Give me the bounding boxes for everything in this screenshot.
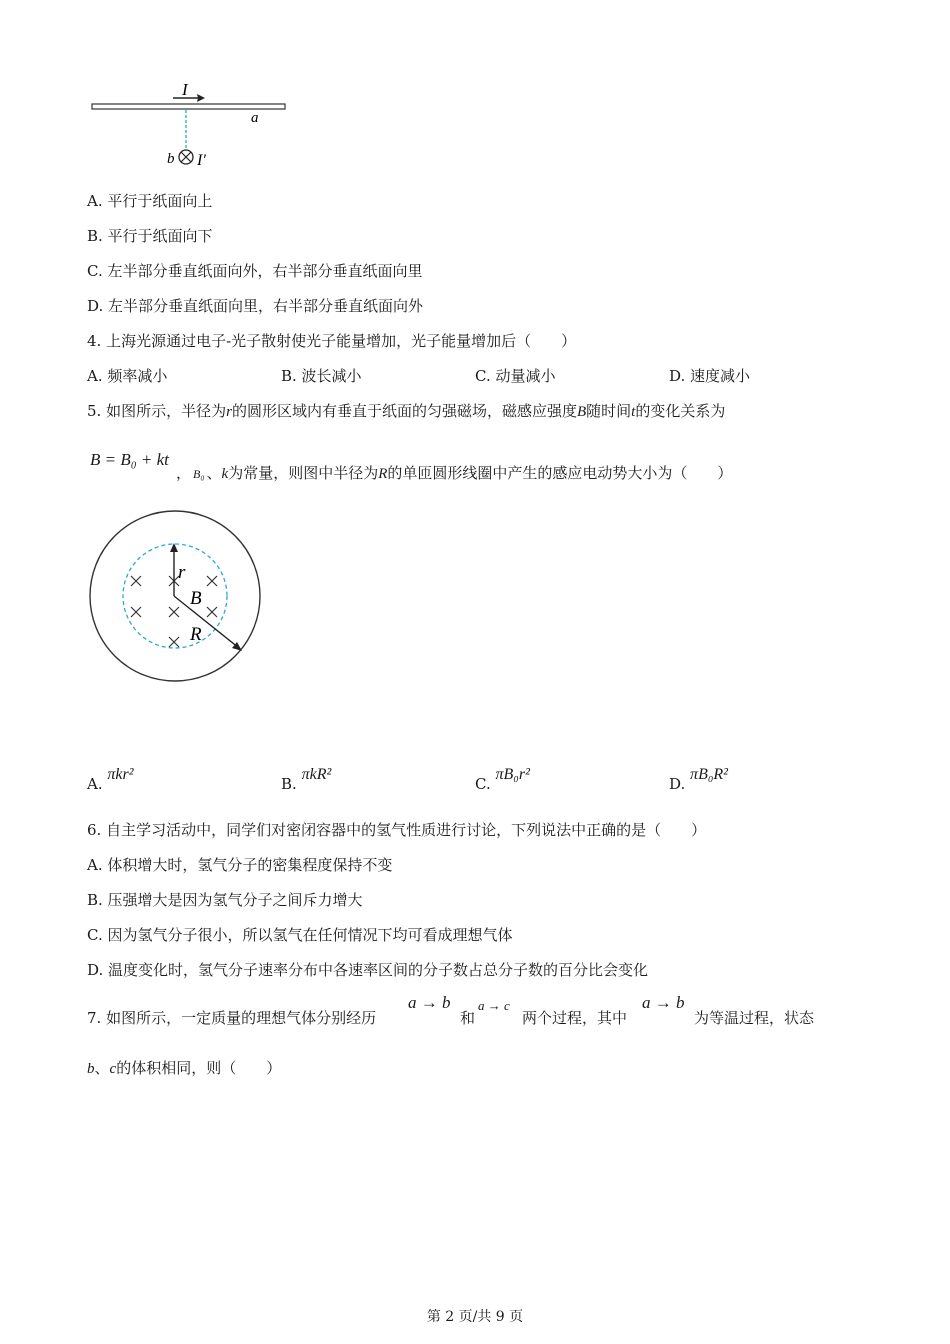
q4-option-a: A. 频率减小 — [87, 367, 168, 385]
figure-wire-current — [85, 78, 305, 173]
q5-stem-1b: 的圆形区域内有垂直于纸面的匀强磁场，磁感应强度 — [231, 402, 577, 420]
q7-proc-ab: a → b — [408, 993, 451, 1012]
cross-4 — [131, 607, 141, 617]
q5-stem-2b: 、 — [206, 464, 222, 482]
q7-stem-2b: 的体积相同，则（ ） — [116, 1059, 282, 1077]
q5-var-R: R — [378, 466, 388, 482]
q7-stem-2a: 、 — [94, 1059, 110, 1077]
q5-stem-2c: 为常量，则图中半径为 — [228, 464, 379, 482]
q5-stem-line1 — [87, 401, 725, 422]
q5-stem-2a: ， — [176, 464, 192, 482]
q3-option-a: A. 平行于纸面向上 — [87, 192, 213, 210]
q3-option-d: D. 左半部分垂直纸面向里，右半部分垂直纸面向外 — [87, 297, 424, 315]
label-R: R — [190, 624, 202, 645]
q5-option-c — [475, 764, 530, 793]
current-label: I — [182, 80, 188, 99]
q7-stem-1d: 为等温过程，状态 — [694, 1009, 815, 1027]
label-B: B — [190, 588, 202, 609]
q5-B0: B₀ — [193, 467, 205, 481]
q6-option-d: D. 温度变化时，氢气分子速率分布中各速率区间的分子数占总分子数的百分比会变化 — [87, 961, 649, 979]
q5-stem-line2 — [176, 463, 732, 484]
q5-option-a-letter: A. — [87, 775, 103, 793]
q5-stem-1d: 的变化关系为 — [635, 402, 726, 420]
q5-option-d — [669, 764, 728, 793]
q5-stem-1a: 5. 如图所示，半径为 — [87, 402, 227, 420]
q6-option-b: B. 压强增大是因为氢气分子之间斥力增大 — [87, 891, 363, 909]
radius-R-line — [174, 596, 239, 648]
q5-option-d-letter: D. — [669, 775, 686, 793]
point-b-label: b — [167, 151, 175, 167]
q5-var-k: k — [221, 466, 229, 482]
q5-option-b-letter: B. — [281, 775, 297, 793]
q6-option-a: A. 体积增大时，氢气分子的密集程度保持不变 — [87, 856, 393, 874]
cross-6 — [207, 607, 217, 617]
q4-option-d: D. 速度减小 — [669, 367, 751, 385]
q5-option-a — [87, 764, 134, 793]
q5-option-d-expr: πB₀R² — [690, 766, 728, 783]
q5-var-t: t — [631, 404, 636, 420]
q5-option-b-expr: πkR² — [301, 766, 332, 783]
q7-proc-ac: a → c — [478, 998, 510, 1013]
q4-stem: 4. 上海光源通过电子-光子散射使光子能量增加，光子能量增加后（ ） — [87, 332, 577, 350]
q7-stem-1a: 7. 如图所示，一定质量的理想气体分别经历 — [87, 1009, 377, 1027]
q7-var-b: b — [87, 1061, 95, 1077]
q5-var-B: B — [576, 404, 587, 420]
q5-stem-2d: 的单匝圆形线圈中产生的感应电动势大小为（ ） — [387, 464, 733, 482]
q4-option-b: B. 波长减小 — [281, 367, 362, 385]
straight-wire — [92, 104, 285, 109]
cross-1 — [131, 576, 141, 586]
q5-option-c-expr: πB₀r² — [495, 766, 530, 783]
cross-7 — [169, 637, 179, 647]
cross-3 — [207, 576, 217, 586]
q5-option-c-letter: C. — [475, 775, 491, 793]
q5-stem-1c: 随时间 — [586, 402, 632, 420]
q7-stem-line2 — [87, 1058, 281, 1079]
q5-var-r: r — [226, 404, 232, 420]
q6-option-c: C. 因为氢气分子很小，所以氢气在任何情况下均可看成理想气体 — [87, 926, 513, 944]
page-footer: 第 2 页/共 9 页 — [426, 1309, 524, 1325]
point-a-label: a — [251, 110, 259, 126]
q3-option-b: B. 平行于纸面向下 — [87, 227, 213, 245]
label-r: r — [178, 562, 186, 583]
q5-option-a-expr: πkr² — [107, 766, 134, 783]
q3-option-c: C. 左半部分垂直纸面向外，右半部分垂直纸面向里 — [87, 262, 423, 280]
q4-option-c: C. 动量减小 — [475, 367, 556, 385]
q6-stem: 6. 自主学习活动中，同学们对密闭容器中的氢气性质进行讨论，下列说法中正确的是（ ） — [87, 821, 707, 839]
q7-stem-1b: 和 — [460, 1009, 476, 1027]
q7-proc-ab-2: a → b — [642, 993, 685, 1012]
current-arrow-head — [197, 94, 205, 102]
q5-option-b — [281, 764, 332, 793]
cross-5 — [169, 607, 179, 617]
q7-stem-1c: 两个过程，其中 — [522, 1009, 628, 1027]
q7-var-c: c — [109, 1061, 117, 1077]
wire-current-label: I′ — [197, 152, 206, 169]
figure-magnetic-field-circle — [86, 508, 266, 686]
q5-formula: B = B₀ + kt — [90, 450, 169, 469]
